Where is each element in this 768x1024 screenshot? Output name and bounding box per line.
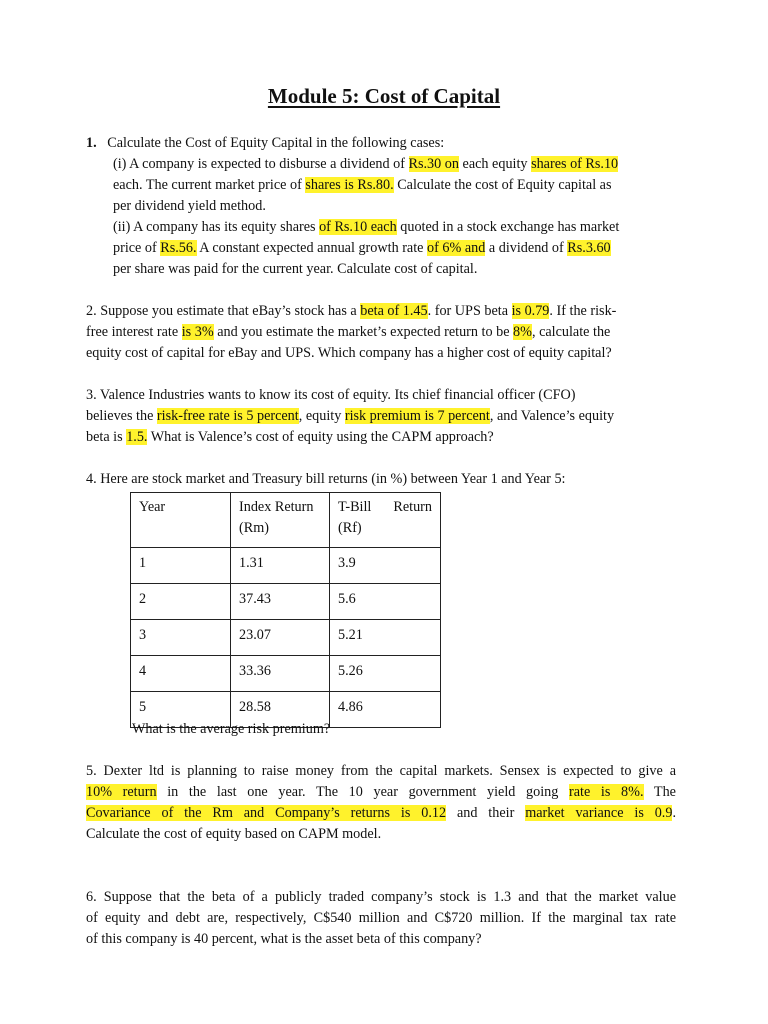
highlight: 1.5.	[126, 429, 148, 445]
q1-case-i-line2: each. The current market price of shares is Rs.80. Calculate the cost of Equity capital as	[113, 177, 612, 193]
q1-case-i-line1: (i) A company is expected to disburse a dividend of Rs.30 on each equity shares of Rs.10	[113, 156, 619, 172]
q2-line1: 2. Suppose you estimate that eBay’s stock has a beta of 1.45. for UPS beta is 0.79. If the risk-	[86, 303, 617, 319]
table-row: 4 33.36 5.26	[131, 656, 441, 692]
header-tbill-return: T-Bill Return (Rf)	[330, 493, 441, 548]
highlight: beta of 1.45	[360, 303, 428, 319]
highlight: market variance is 0.9	[525, 805, 673, 821]
highlight: 10% return	[86, 784, 157, 800]
q5-line3: Covariance of the Rm and Company’s returns is 0.12 and their market variance is 0.9.	[86, 805, 676, 821]
highlight: is 0.79	[511, 303, 550, 319]
q6-line3: of this company is 40 percent, what is the asset beta of this company?	[86, 931, 482, 947]
highlight: Covariance of the Rm and Company’s returns is 0.12	[86, 805, 447, 821]
q5-line4: Calculate the cost of equity based on CAPM model.	[86, 826, 382, 842]
table-row: 2 37.43 5.6	[131, 584, 441, 620]
highlight: Rs.56.	[160, 240, 197, 256]
highlight: risk premium is 7 percent	[344, 408, 490, 424]
q3-line3: beta is 1.5. What is Valence’s cost of equity using the CAPM approach?	[86, 429, 494, 445]
header-index-return: Index Return (Rm)	[231, 493, 330, 548]
highlight: shares of Rs.10	[531, 156, 619, 172]
q1-case-ii-line3: per share was paid for the current year. Calculate cost of capital.	[113, 261, 478, 277]
q1-case-i-line3: per dividend yield method.	[113, 198, 266, 214]
q1-intro: 1. Calculate the Cost of Equity Capital in the following cases:	[86, 135, 445, 151]
q4-intro: 4. Here are stock market and Treasury bill returns (in %) between Year 1 and Year 5:	[86, 471, 566, 487]
table-row: 5 28.58 4.86	[131, 692, 441, 728]
highlight: rate is 8%.	[569, 784, 644, 800]
q5-line2: 10% return in the last one year. The 10 year government yield going rate is 8%. The	[86, 784, 676, 800]
highlight: risk-free rate is 5 percent	[156, 408, 299, 424]
highlight: Rs.3.60	[567, 240, 611, 256]
highlight: Rs.30 on	[408, 156, 459, 172]
q2-line3: equity cost of capital for eBay and UPS. Which company has a higher cost of equity capital?	[86, 345, 612, 361]
q1-case-ii-line2: price of Rs.56. A constant expected annual growth rate of 6% and a dividend of Rs.3.60	[113, 240, 611, 256]
highlight: is 3%	[181, 324, 214, 340]
q3-line2: believes the risk-free rate is 5 percent, equity risk premium is 7 percent, and Valence’s equity	[86, 408, 615, 424]
table-row: 3 23.07 5.21	[131, 620, 441, 656]
highlight: of 6% and	[427, 240, 486, 256]
table-row: 1 1.31 3.9	[131, 548, 441, 584]
q4-question: What is the average risk premium?	[132, 721, 331, 737]
returns-table	[130, 492, 441, 728]
highlight: 8%	[513, 324, 532, 340]
q2-line2: free interest rate is 3% and you estimate the market’s expected return to be 8%, calculate the	[86, 324, 611, 340]
page-title: Module 5: Cost of Capital	[267, 84, 501, 108]
header-year: Year	[131, 493, 231, 548]
q1-case-ii-line1: (ii) A company has its equity shares of Rs.10 each quoted in a stock exchange has market	[113, 219, 620, 235]
q6-line1: 6. Suppose that the beta of a publicly traded company’s stock is 1.3 and that the market value	[86, 889, 676, 905]
q3-line1: 3. Valence Industries wants to know its cost of equity. Its chief financial officer (CFO)	[86, 387, 576, 403]
highlight: of Rs.10 each	[319, 219, 397, 235]
q1-number: 1.	[86, 135, 97, 151]
q6-line2: of equity and debt are, respectively, C$540 million and C$720 million. If the marginal tax rate	[86, 910, 676, 926]
highlight: shares is Rs.80.	[305, 177, 394, 193]
table-header-row	[131, 493, 441, 548]
q5-line1: 5. Dexter ltd is planning to raise money from the capital markets. Sensex is expected to give a	[86, 763, 676, 779]
